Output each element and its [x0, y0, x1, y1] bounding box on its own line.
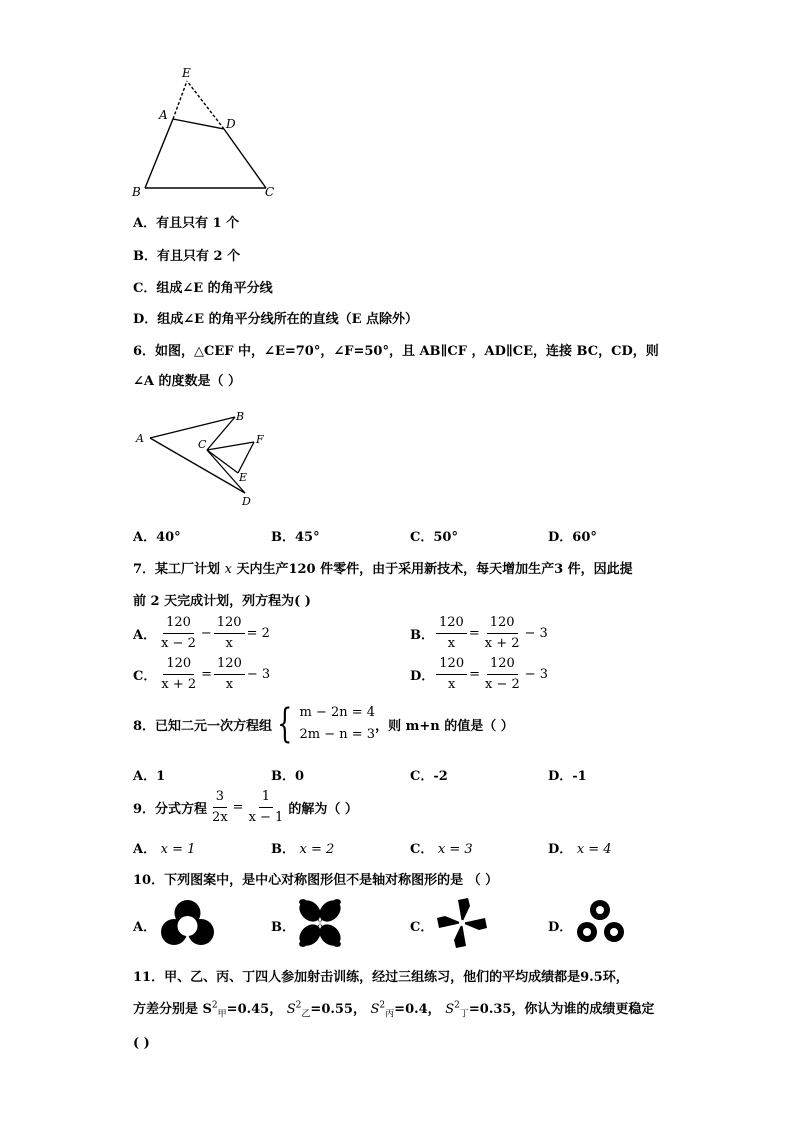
label-D: D [226, 117, 236, 131]
q8-option-b: B．0 [271, 769, 305, 784]
q8-option-a: A．1 [133, 769, 166, 784]
q6-stem-line1: 6．如图，△CEF 中，∠E=70°，∠F=50°，且 AB∥CF ，AD∥CE，连接 BC，CD，则 [133, 344, 659, 359]
q6-option-d: D．60° [548, 530, 597, 545]
segment-CD [224, 129, 266, 188]
q11-stem-line2: 方差分别是 $S^2_甲=0.45$， $S^2_乙=0.55$， $S^2_丙=0.4$， $S^2_丁=0.35$，你认为谁的成绩更稳定 [133, 1000, 655, 1020]
svg-text:F: F [256, 433, 264, 446]
q9-option-c: C． x = 3 [410, 842, 473, 857]
svg-text:C: C [198, 438, 207, 451]
q9-option-b: B． x = 2 [271, 842, 335, 857]
q8-option-c: C．-2 [410, 769, 448, 784]
label-C: C [265, 185, 275, 199]
q9-stem: 9．分式方程 $\frac{3}{2x}$ = $\frac{1}{x - 1}$ 的解为（ ） [133, 789, 358, 825]
q10-figure-c [436, 896, 488, 950]
q6-figure [130, 405, 270, 510]
segment-DE-dashed [187, 81, 224, 129]
label-B: B [132, 185, 141, 199]
q7-stem-line1: 7．某工厂计划 x 天内生产120 件零件，由于采用新技术，每天增加生产3 件，因此提 [133, 562, 633, 577]
q7-stem-line2: 前 2 天完成计划，列方程为( ) [133, 594, 311, 609]
q6-stem-line2: ∠A 的度数是（ ） [133, 374, 242, 389]
q5-option-c: C．组成∠E 的角平分线 [133, 281, 273, 296]
q10-option-c-label: C． [410, 920, 434, 935]
label-E: E [182, 66, 191, 80]
q10-option-d-label: D． [548, 920, 573, 935]
q7-option-d: D． $\frac{120}{x}$ = $\frac{120}{x - 2}$ − 3 [410, 656, 549, 692]
q10-option-a-label: A． [133, 920, 157, 935]
q6-option-a: A．40° [133, 530, 181, 545]
q11-stem-line1: 11．甲、乙、丙、丁四人参加射击训练，经过三组练习，他们的平均成绩都是9.5环， [133, 970, 629, 985]
q5-option-a: A．有且只有 1 个 [133, 216, 240, 231]
q11-stem-line3: ( ) [133, 1036, 150, 1051]
svg-text:D: D [242, 495, 251, 508]
q5-option-d: D．组成∠E 的角平分线所在的直线（E 点除外） [133, 312, 419, 327]
label-A: A [159, 108, 168, 122]
q5-figure [128, 62, 288, 202]
svg-text:A: A [136, 432, 144, 445]
q9-option-a: A． x = 1 [133, 842, 196, 857]
segment-AE-dashed [173, 81, 187, 119]
q10-option-b-label: B． [271, 920, 295, 935]
svg-text:E: E [239, 471, 248, 484]
q7-option-a: A． $\frac{120}{x - 2}$ − $\frac{120}{x}$ = 2 [133, 615, 270, 651]
q8-stem: 8．已知二元一次方程组 { m − 2n = 4 2m − n = 3 ，则 m+n 的值是（ ） [133, 701, 514, 747]
q9-option-d: D． x = 4 [548, 842, 612, 857]
segment-AB [145, 119, 173, 188]
q5-option-b: B．有且只有 2 个 [133, 249, 241, 264]
q7-option-b: B． $\frac{120}{x}$ = $\frac{120}{x + 2}$ − 3 [410, 615, 548, 651]
segment-AD [173, 119, 224, 129]
equation-system: { m − 2n = 4 2m − n = 3 [277, 701, 376, 747]
q7-option-c: C． $\frac{120}{x + 2}$ = $\frac{120}{x}$ − 3 [133, 656, 271, 692]
q6-option-b: B．45° [271, 530, 320, 545]
q10-figure-a [160, 898, 215, 950]
svg-text:B: B [236, 410, 245, 423]
q10-figure-d [574, 898, 628, 948]
q10-stem: 10．下列图案中，是中心对称图形但不是轴对称图形的是 （ ） [133, 873, 499, 888]
q10-figure-b [296, 898, 344, 948]
q8-option-d: D．-1 [548, 769, 587, 784]
q6-option-c: C．50° [410, 530, 458, 545]
